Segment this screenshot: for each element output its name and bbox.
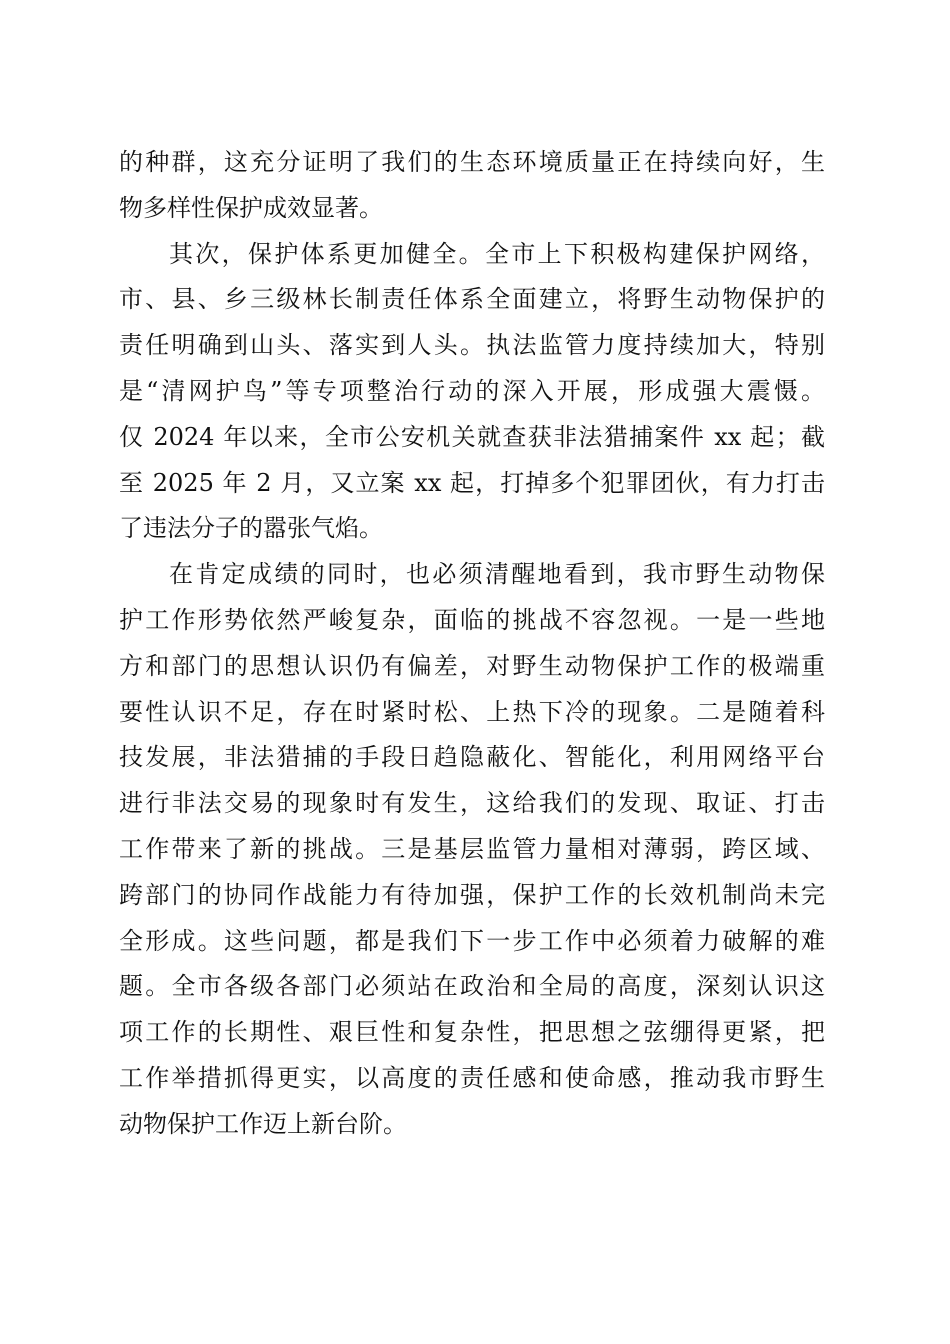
text-line: 题。全市各级各部门必须站在政治和全局的高度，深刻认识这	[119, 972, 825, 1001]
text-line: 动物保护工作迈上新台阶。	[119, 1109, 407, 1138]
text-line: 物多样性保护成效显著。	[119, 193, 383, 222]
body-text	[119, 140, 825, 1148]
text-line: 全形成。这些问题，都是我们下一步工作中必须着力破解的难	[119, 926, 825, 955]
text-line: 工作带来了新的挑战。三是基层监管力量相对薄弱，跨区域、	[119, 834, 825, 863]
text-line: 市、县、乡三级林长制责任体系全面建立，将野生动物保护的	[119, 285, 825, 314]
text-line: 方和部门的思想认识仍有偏差，对野生动物保护工作的极端重	[119, 651, 825, 680]
text-line: 工作举措抓得更实，以高度的责任感和使命感，推动我市野生	[119, 1063, 825, 1092]
text-line: 项工作的长期性、艰巨性和复杂性，把思想之弦绷得更紧，把	[119, 1018, 825, 1047]
text-line: 是“清网护鸟”等专项整治行动的深入开展，形成强大震慑。	[119, 376, 825, 405]
paragraph	[119, 232, 825, 553]
text-line: 的种群，这充分证明了我们的生态环境质量正在持续向好，生	[119, 148, 825, 176]
text-line: 其次，保护体系更加健全。全市上下积极构建保护网络，	[169, 239, 825, 268]
text-line: 仅 2024 年以来，全市公安机关就查获非法猎捕案件 xx 起；截	[119, 422, 825, 451]
text-line: 至 2025 年 2 月，又立案 xx 起，打掉多个犯罪团伙，有力打击	[119, 468, 825, 497]
text-line: 了违法分子的嚣张气焰。	[119, 514, 383, 543]
text-line: 要性认识不足，存在时紧时松、上热下冷的现象。二是随着科	[119, 697, 825, 726]
text-line: 护工作形势依然严峻复杂，面临的挑战不容忽视。一是一些地	[119, 605, 825, 634]
paragraph	[119, 140, 825, 232]
text-line: 责任明确到山头、落实到人头。执法监管力度持续加大，特别	[119, 331, 825, 360]
text-line: 技发展，非法猎捕的手段日趋隐蔽化、智能化，利用网络平台	[119, 743, 825, 772]
text-line: 进行非法交易的现象时有发生，这给我们的发现、取证、打击	[119, 789, 825, 818]
text-line: 跨部门的协同作战能力有待加强，保护工作的长效机制尚未完	[119, 880, 825, 909]
paragraph	[119, 552, 825, 1147]
text-line: 在肯定成绩的同时，也必须清醒地看到，我市野生动物保	[169, 560, 825, 589]
